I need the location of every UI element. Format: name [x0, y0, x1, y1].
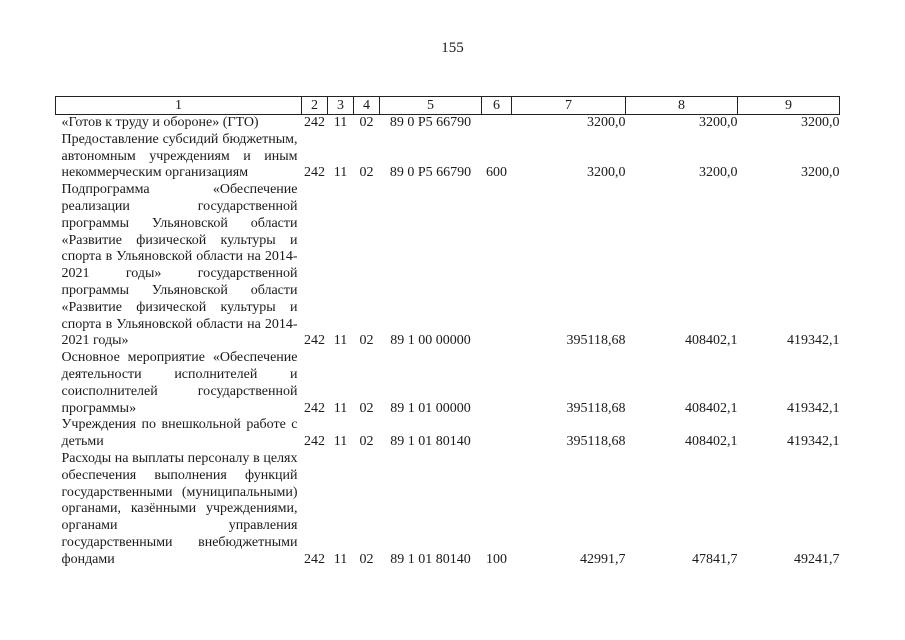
row-description: Учреждения по внешкольной работе с детьми	[61, 417, 298, 450]
subsection-code: 02	[359, 434, 374, 450]
header-cell: 5	[380, 97, 482, 115]
ministry-code: 242	[304, 400, 325, 416]
header-cell: 4	[354, 97, 380, 115]
ministry-code: 242	[304, 434, 325, 450]
table-header	[56, 97, 840, 115]
amount-col-7: 42991,7	[580, 551, 626, 567]
amount-col-9: 49241,7	[794, 551, 840, 567]
ministry-code: 242	[304, 333, 325, 349]
subsection-code: 02	[359, 165, 374, 181]
ministry-code: 242	[304, 165, 325, 181]
amount-col-7: 395118,68	[566, 333, 626, 349]
row-description: Основное мероприятие «Обеспечение деятельности исполнителей и соисполнителей государственной программы»	[61, 350, 298, 416]
target-article-code: 89 1 01 00000	[390, 400, 471, 416]
amount-col-9: 419342,1	[787, 434, 840, 450]
amount-col-7: 3200,0	[587, 165, 626, 181]
amount-col-8: 47841,7	[692, 551, 738, 567]
expense-type-code: 100	[486, 551, 507, 567]
amount-col-8: 408402,1	[685, 400, 738, 416]
header-cell: 2	[302, 97, 328, 115]
subsection-code: 02	[359, 551, 374, 567]
section-code: 11	[333, 400, 348, 416]
section-code: 11	[333, 333, 348, 349]
header-cell: 9	[738, 97, 840, 115]
target-article-code: 89 0 P5 66790	[389, 165, 472, 181]
row-description: Расходы на выплаты персоналу в целях обеспечения выполнения функций государственными (муниципальными) органами, казёнными учреждениями, органами управления государственными внебюджетными фондами	[61, 450, 298, 567]
header-cell: 1	[56, 97, 302, 115]
row-description: Предоставление субсидий бюджетным, автономным учреждениям и иным некоммерческим организациям	[61, 131, 298, 181]
amount-col-8: 408402,1	[685, 434, 738, 450]
amount-col-9: 419342,1	[787, 400, 840, 416]
amount-col-8: 3200,0	[699, 115, 738, 130]
table-row	[56, 451, 840, 569]
header-cell: 6	[482, 97, 512, 115]
subsection-code: 02	[359, 400, 374, 416]
subsection-code: 02	[359, 333, 374, 349]
target-article-code: 89 1 00 00000	[390, 333, 471, 349]
expense-type-code	[482, 417, 512, 451]
table-row	[56, 350, 840, 417]
amount-col-7: 395118,68	[566, 434, 626, 450]
header-cell: 7	[512, 97, 626, 115]
expense-type-code	[482, 350, 512, 417]
expense-type-code	[482, 115, 512, 132]
amount-col-9: 3200,0	[801, 165, 840, 181]
amount-col-8: 3200,0	[699, 165, 738, 181]
section-code: 11	[333, 165, 348, 181]
amount-col-7: 395118,68	[566, 400, 626, 416]
row-description: Подпрограмма «Обеспечение реализации государственной программы Ульяновской области «Развитие физической культуры и спорта в Ульяновской области на 2014-2021 годы» государственной программы Ульяновской области «Развитие физической культуры и спорта в Ульяновской области на 2014-2021 годы»	[61, 182, 298, 349]
amount-col-8: 408402,1	[685, 333, 738, 349]
subsection-code: 02	[359, 115, 374, 130]
budget-table	[55, 96, 840, 569]
page-number: 155	[441, 40, 464, 56]
table-row	[56, 132, 840, 182]
header-cell: 8	[626, 97, 738, 115]
amount-col-7: 3200,0	[587, 115, 626, 130]
table-row	[56, 115, 840, 132]
target-article-code: 89 1 01 80140	[390, 551, 471, 567]
table-row	[56, 182, 840, 350]
section-code: 11	[333, 115, 348, 130]
amount-col-9: 3200,0	[801, 115, 840, 130]
ministry-code: 242	[304, 115, 325, 130]
expense-type-code	[482, 182, 512, 350]
target-article-code: 89 0 P5 66790	[389, 115, 472, 130]
table-row	[56, 417, 840, 451]
header-cell: 3	[328, 97, 354, 115]
amount-col-9: 419342,1	[787, 333, 840, 349]
section-code: 11	[333, 551, 348, 567]
ministry-code: 242	[304, 551, 325, 567]
expense-type-code: 600	[486, 165, 507, 181]
section-code: 11	[333, 434, 348, 450]
row-description: «Готов к труду и обороне» (ГТО)	[61, 115, 259, 130]
target-article-code: 89 1 01 80140	[390, 434, 471, 450]
